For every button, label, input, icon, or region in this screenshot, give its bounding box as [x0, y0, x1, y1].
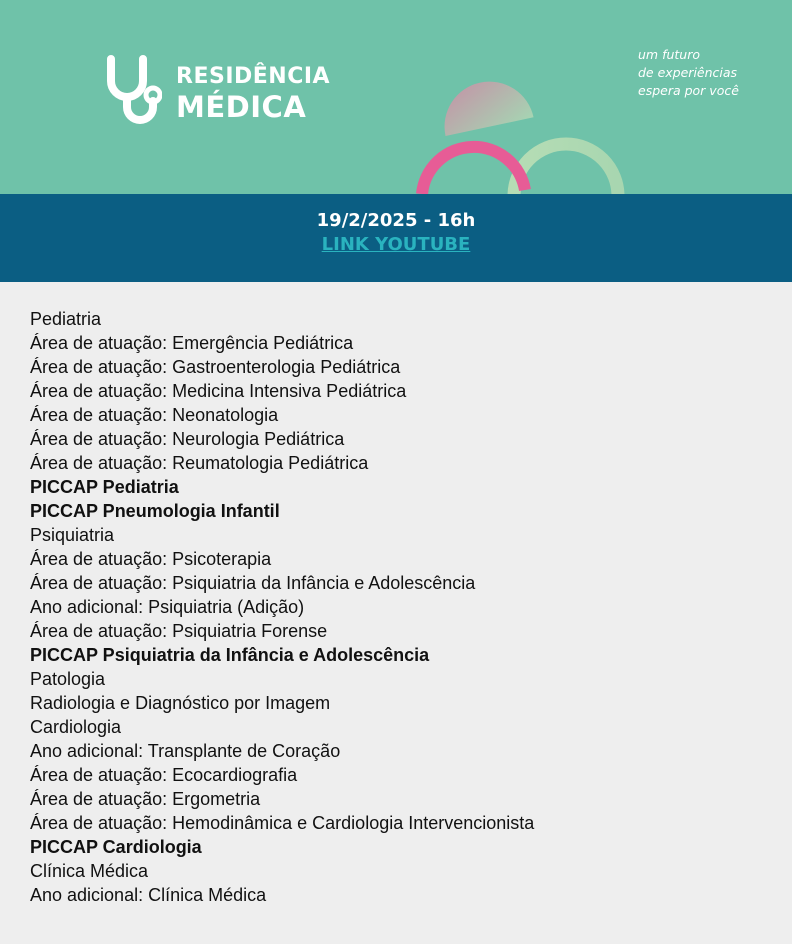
logo-wordmark [176, 61, 330, 123]
stethoscope-icon [104, 55, 162, 129]
list-item: Clínica Médica [30, 861, 149, 881]
list-item: Ano adicional: Psiquiatria (Adição) [30, 597, 305, 617]
tagline-line: de experiências [638, 65, 738, 80]
list-item: Área de atuação: Ecocardiografia [30, 765, 298, 785]
list-item: Área de atuação: Ergometria [30, 789, 261, 809]
tagline [638, 46, 739, 100]
event-banner [0, 194, 792, 282]
list-item: Área de atuação: Emergência Pediátrica [30, 333, 354, 353]
list-item: Ano adicional: Clínica Médica [30, 885, 267, 905]
half-circle-shape [436, 73, 533, 136]
tagline-line: um futuro [638, 47, 701, 62]
list-item: PICCAP Pediatria [30, 477, 179, 497]
list-item: Pediatria [30, 309, 102, 329]
logo-line-1: RESIDÊNCIA [176, 64, 331, 89]
list-item: Área de atuação: Reumatologia Pediátrica [30, 453, 369, 473]
list-item: Área de atuação: Psicoterapia [30, 549, 272, 569]
list-item: Cardiologia [30, 717, 122, 737]
list-item: Ano adicional: Transplante de Coração [30, 741, 341, 761]
list-item: Área de atuação: Psiquiatria da Infância e Adolescência [30, 573, 476, 593]
hero-header [0, 0, 792, 194]
logo-line-2: MÉDICA [176, 90, 307, 124]
list-item: PICCAP Cardiologia [30, 837, 202, 857]
list-item: PICCAP Pneumologia Infantil [30, 501, 280, 521]
list-item: Área de atuação: Hemodinâmica e Cardiologia Intervencionista [30, 813, 535, 833]
tagline-line: espera por você [638, 83, 739, 98]
list-item: Psiquiatria [30, 525, 115, 545]
specialty-list [0, 282, 792, 907]
list-item: Área de atuação: Psiquiatria Forense [30, 621, 328, 641]
youtube-link[interactable]: LINK YOUTUBE [321, 234, 471, 255]
list-item: Área de atuação: Neurologia Pediátrica [30, 429, 345, 449]
list-item: Radiologia e Diagnóstico por Imagem [30, 693, 331, 713]
brand-logo [104, 55, 330, 129]
list-item: Área de atuação: Gastroenterologia Pediátrica [30, 357, 401, 377]
list-item: Área de atuação: Neonatologia [30, 405, 279, 425]
list-item: Área de atuação: Medicina Intensiva Pediátrica [30, 381, 407, 401]
list-item: Patologia [30, 669, 106, 689]
list-item: PICCAP Psiquiatria da Infância e Adolescência [30, 645, 430, 665]
event-date: 19/2/2025 - 16h [316, 210, 476, 231]
